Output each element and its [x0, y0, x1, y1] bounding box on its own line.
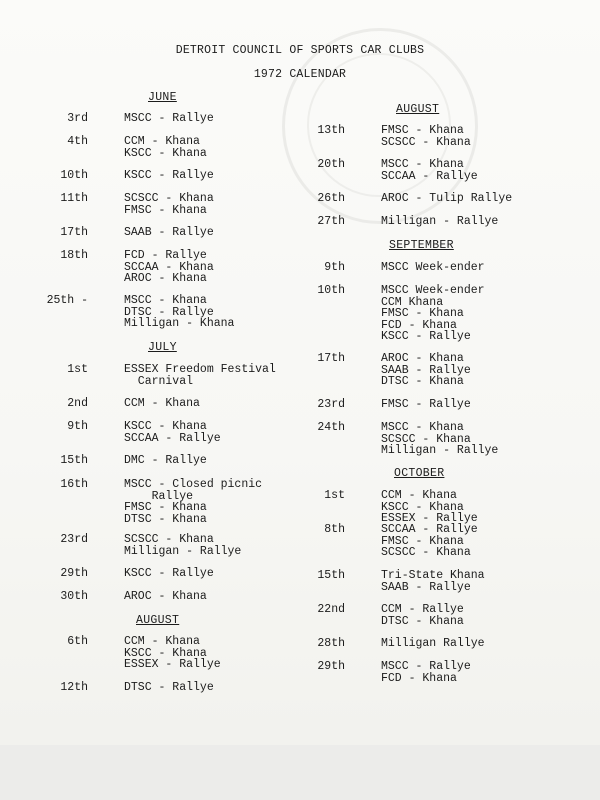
event-date: 2nd — [67, 397, 88, 410]
event-line: KSCC - Khana — [124, 146, 207, 160]
event-date: 16th — [60, 478, 88, 491]
event-line: SAAB - Rallye — [381, 580, 471, 594]
event-list — [124, 455, 207, 467]
month-june: JUNE — [148, 91, 177, 104]
event-list — [124, 479, 262, 525]
event-line: KSCC - Rallye — [124, 567, 214, 580]
event-list — [381, 353, 471, 388]
event-date: 13th — [317, 124, 345, 137]
event-line: MSCC Week-ender — [381, 261, 485, 274]
event-date: 15th — [317, 569, 345, 582]
event-list — [124, 227, 214, 239]
event-line: AROC - Khana — [124, 590, 207, 603]
event-list — [381, 285, 485, 343]
event-date: 1st — [324, 489, 345, 502]
event-line: SCSCC - Khana — [381, 546, 471, 559]
event-line: KSCC - Rallye — [381, 330, 471, 343]
event-line: SCCAA - Rallye — [381, 523, 478, 536]
event-line: FCD - Khana — [381, 318, 457, 332]
event-date: 29th — [317, 660, 345, 673]
event-line: MSCC - Rallye — [124, 112, 214, 125]
event-line: ESSEX - Rallye — [124, 658, 221, 671]
event-line: Milligan - Khana — [124, 317, 235, 330]
month-october: OCTOBER — [394, 467, 445, 480]
event-date: 27th — [317, 215, 345, 228]
event-line: MSCC - Khana — [381, 158, 464, 171]
event-line: MSCC - Closed picnic — [124, 478, 263, 491]
event-line: CCM - Rallye — [381, 603, 464, 616]
event-date: 28th — [317, 637, 345, 650]
event-line: SCSCC - Khana — [381, 135, 471, 149]
month-august-left: AUGUST — [136, 614, 180, 627]
event-date: 8th — [324, 523, 345, 536]
event-line: KSCC - Khana — [381, 500, 464, 514]
month-september: SEPTEMBER — [389, 239, 454, 252]
event-list — [381, 422, 498, 457]
event-line: ESSEX Freedom Festival — [124, 363, 276, 376]
event-list — [124, 170, 214, 182]
event-list — [124, 136, 207, 159]
event-date: 22nd — [317, 603, 345, 616]
event-list — [124, 295, 234, 330]
event-line: Milligan - Rallye — [124, 544, 242, 558]
event-line: MSCC - Khana — [381, 421, 464, 434]
event-line: SAAB - Rallye — [124, 226, 214, 239]
event-date: 20th — [317, 158, 345, 171]
event-date: 26th — [317, 192, 345, 205]
event-list — [124, 113, 214, 125]
event-date: 30th — [60, 590, 88, 603]
event-date: 10th — [317, 284, 345, 297]
event-date: 1st — [67, 363, 88, 376]
event-line: SCSCC - Khana — [124, 533, 214, 546]
event-line: DTSC - Khana — [381, 614, 464, 628]
event-line: CCM - Khana — [124, 397, 200, 410]
event-list — [381, 524, 478, 559]
event-line: DTSC - Rallye — [124, 305, 214, 319]
event-list — [381, 193, 512, 205]
event-line: CCM - Khana — [124, 135, 200, 148]
event-date: 24th — [317, 421, 345, 434]
event-line: KSCC - Khana — [124, 420, 207, 433]
event-list — [381, 638, 485, 650]
event-list — [381, 216, 498, 228]
event-line: DTSC - Khana — [124, 512, 207, 526]
event-line: CCM Khana — [381, 295, 444, 309]
event-list — [381, 570, 485, 593]
event-list — [124, 682, 214, 694]
event-line: SAAB - Rallye — [381, 363, 471, 377]
event-date: 25th - — [46, 294, 88, 307]
event-line: CCM - Khana — [381, 489, 457, 502]
event-line: Tri-State Khana — [381, 569, 485, 582]
event-list — [381, 661, 471, 684]
event-line: FMSC - Khana — [381, 307, 464, 320]
event-line: MSCC Week-ender — [381, 284, 485, 297]
event-line: Carnival — [124, 374, 194, 388]
event-date: 6th — [67, 635, 88, 648]
event-line: MSCC - Khana — [124, 294, 207, 307]
event-line: FMSC - Rallye — [381, 398, 471, 411]
event-date: 17th — [317, 352, 345, 365]
event-date: 11th — [60, 192, 88, 205]
event-line: SCSCC - Khana — [381, 432, 471, 446]
event-date: 15th — [60, 454, 88, 467]
event-date: 9th — [67, 420, 88, 433]
event-line: AROC - Tulip Rallye — [381, 192, 513, 205]
event-date: 10th — [60, 169, 88, 182]
month-july: JULY — [148, 341, 177, 354]
event-line: Milligan Rallye — [381, 637, 485, 650]
event-list — [381, 490, 478, 525]
month-august-right: AUGUST — [396, 103, 440, 116]
event-line: AROC - Khana — [381, 352, 464, 365]
document-title: DETROIT COUNCIL OF SPORTS CAR CLUBS — [175, 44, 425, 57]
scanner-bed — [0, 745, 600, 800]
calendar-year: 1972 CALENDAR — [253, 68, 347, 81]
event-date: 29th — [60, 567, 88, 580]
event-line: MSCC - Rallye — [381, 660, 471, 673]
event-date: 18th — [60, 249, 88, 262]
event-date: 17th — [60, 226, 88, 239]
event-line: FCD - Rallye — [124, 249, 207, 262]
event-list — [381, 604, 464, 627]
event-line: KSCC - Rallye — [124, 169, 214, 182]
event-line: KSCC - Khana — [124, 646, 207, 660]
event-line: FCD - Khana — [381, 671, 457, 685]
event-line: DTSC - Rallye — [124, 681, 214, 694]
event-line: Milligan - Rallye — [381, 215, 499, 228]
event-line: FMSC - Khana — [381, 534, 464, 548]
event-date: 3rd — [67, 112, 88, 125]
event-date: 23rd — [317, 398, 345, 411]
event-list — [381, 159, 478, 182]
event-list — [381, 399, 471, 411]
event-date: 12th — [60, 681, 88, 694]
event-line: SCSCC - Khana — [124, 192, 214, 205]
event-line: SCCAA - Rallye — [124, 431, 221, 445]
event-line: ESSEX - Rallye — [381, 512, 478, 525]
event-date: 4th — [67, 135, 88, 148]
event-list — [381, 262, 485, 274]
event-line: FMSC - Khana — [381, 124, 464, 137]
event-line: SCCAA - Rallye — [381, 169, 478, 183]
event-date: 9th — [324, 261, 345, 274]
event-line: CCM - Khana — [124, 635, 200, 648]
event-line: SCCAA - Khana — [124, 260, 214, 274]
event-line: AROC - Khana — [124, 272, 207, 285]
event-line: DMC - Rallye — [124, 454, 207, 467]
event-list — [124, 534, 241, 557]
event-line: Rallye — [124, 489, 194, 503]
event-line: DTSC - Khana — [381, 375, 464, 388]
event-list — [124, 591, 207, 603]
event-date: 23rd — [60, 533, 88, 546]
event-list — [381, 125, 471, 148]
event-line: Milligan - Rallye — [381, 444, 499, 457]
event-line: FMSC - Khana — [124, 501, 207, 514]
event-line: FMSC - Khana — [124, 203, 207, 217]
event-list — [124, 364, 276, 387]
